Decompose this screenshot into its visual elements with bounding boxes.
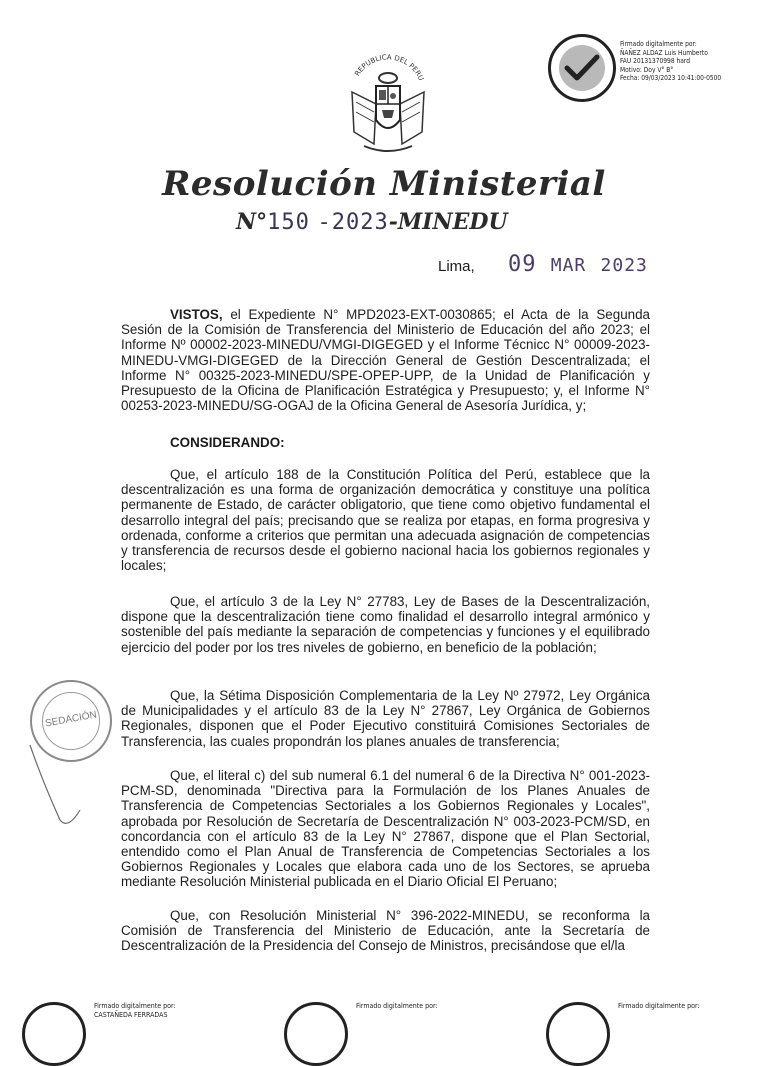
paragraph-1 <box>121 467 650 573</box>
signature-reason: Motivo: Doy V° B° <box>620 65 674 74</box>
vistos-paragraph <box>121 307 650 413</box>
paragraph-text: Que, con Resolución Ministerial N° 396-2022-MINEDU, se reconforma la Comisión de Transferencia del Ministerio de Educación, ante la Secretaría de Descentralización de la Presidencia del Consejo de Ministros, precisándose que el/la <box>121 908 650 954</box>
paragraph-5 <box>121 908 650 954</box>
signature-line: FAU 20131370998 hard <box>620 57 690 66</box>
signature-line: Firmado digitalmente por: <box>618 1002 700 1010</box>
paragraph-text: Que, el artículo 188 de la Constitución Política del Perú, establece que la descentralización es una forma de organización democrática y constituye una política permanente de Estado, de carácter obligatorio, que tiene como objetivo fundamental el desarrollo integral del país; precisando que se realiza por etapas, en forma progresiva y ordenada, conforme a criterios que permitan una adecuada asignación de competencias y transferencia de recursos desde el gobierno nacional hacia los gobiernos regionales y locales; <box>121 467 650 574</box>
paragraph-text: Que, la Sétima Disposición Complementaria de la Ley Nº 27972, Ley Orgánica de Municipalidades y el artículo 83 de la Ley N° 27867, Ley Orgánica de Gobiernos Regionales, disponen que el Poder Ejecutivo constituirá Comisiones Sectoriales de Transferencia, las cuales propondrán los planes anuales de transferencia; <box>121 688 650 749</box>
bottom-signature-1 <box>22 996 252 1026</box>
document-title: Resolución Ministerial <box>162 164 606 204</box>
vistos-label: VISTOS, <box>170 307 223 322</box>
section-heading: CONSIDERANDO: <box>170 435 285 450</box>
checkmark-icon <box>564 53 600 83</box>
place-label: Lima, <box>438 258 475 275</box>
number-year: -2023 <box>317 210 389 235</box>
date-day: 09 <box>508 252 537 277</box>
resolution-number <box>236 209 508 235</box>
bottom-signature-2 <box>284 996 514 1026</box>
signature-seal <box>546 1002 610 1066</box>
digital-signature-block <box>548 34 768 108</box>
number-stamp: 150 <box>267 210 310 235</box>
paragraph-text: Que, el literal c) del sub numeral 6.1 del numeral 6 de la Directiva N° 001-2023-PCM-SD, denominada "Directiva para la Formulación de los Planes Anuales de Transferencia de Competencias Sectoriales a los Gobiernos Regionales y Locales", aprobada por Resolución de Secretaría de Descentralización N° 003-2023-PCM/SD, en concordancia con el artículo 83 de la Ley N° 27867, dispone que el Plan Sectorial, entendido como el Plan Anual de Transferencia de Competencias Sectoriales a los Gobiernos Regionales y Locales que elabora cada uno de los Sectores, se aprueba mediante Resolución Ministerial publicada en el Diario Oficial El Peruano; <box>121 768 650 890</box>
signature-line: Firmado digitalmente por: <box>356 1002 438 1010</box>
signature-signer: CASTAÑEDA FERRADAS <box>94 1010 168 1019</box>
vistos-text: el Expediente N° MPD2023-EXT-0030865; el Acta de la Segunda Sesión de la Comisión de Transferencia del Ministerio de Educación del año 2023; el Informe Nº 00002-2023-MINEDU/VMGI-DIGEGED y el Informe Técnicc N° 00009-2023-MINEDU-VMGI-DIGEGED de la Dirección General de Gestión Descentralizada; el Informe N° 00325-2023-MINEDU/SPE-OPEP-UPP, de la Unidad de Planificación y Presupuesto de la Oficina de Planificación Estratégica y Presupuesto; y, el Informe N° 00253-2023-MINEDU/SG-OGAJ de la Oficina General de Asesoría Jurídica, y; <box>121 307 650 414</box>
paragraph-4 <box>121 768 650 890</box>
paragraph-text: Que, el artículo 3 de la Ley N° 27783, Ley de Bases de la Descentralización, dispone que la descentralización tiene como finalidad el desarrollo integral armónico y sostenible del país mediante la separación de competencias y funciones y el equilibrado ejercicio del poder por los tres niveles de gobierno, en beneficio de la población; <box>121 594 650 655</box>
number-suffix: -MINEDU <box>388 209 508 235</box>
signature-line: Firmado digitalmente por: <box>620 40 697 48</box>
coat-of-arms-icon <box>342 52 434 156</box>
bottom-signature-3 <box>546 996 768 1026</box>
paragraph-2 <box>121 594 650 655</box>
handwritten-signature-icon <box>20 740 110 830</box>
date-stamp <box>508 252 648 277</box>
date-month: MAR <box>550 255 587 276</box>
signature-line: Firmado digitalmente por: <box>94 1002 176 1010</box>
svg-text:REPUBLICA DEL PERU: REPUBLICA DEL PERU <box>353 53 426 82</box>
signature-seal <box>22 1002 86 1066</box>
signature-seal <box>284 1002 348 1066</box>
signature-signer: ÑAÑEZ ALDAZ Luis Humberto <box>620 48 708 57</box>
paragraph-3 <box>121 688 650 749</box>
number-prefix: N° <box>236 209 268 235</box>
signature-seal <box>548 34 616 102</box>
stamp-text: SEDACIÓN <box>44 709 98 730</box>
signature-date: Fecha: 09/03/2023 10:41:00-0500 <box>620 74 722 83</box>
date-year: 2023 <box>600 255 648 276</box>
